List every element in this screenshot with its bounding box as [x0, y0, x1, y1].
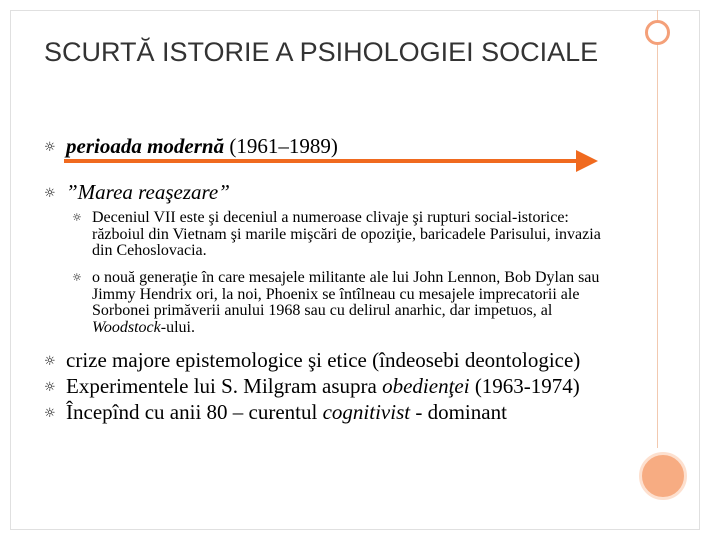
item5-after: - dominant	[410, 400, 507, 424]
item4-before: Experimentele lui S. Milgram asupra	[66, 374, 383, 398]
bullet-item-crises: crize majore epistemologice şi etice (îndeosebi deontologice)	[66, 348, 581, 372]
bullet-item-great-realignment: ”Marea reaşezare”	[66, 180, 230, 204]
sun-bullet-icon: ☼	[44, 354, 56, 369]
sun-bullet-icon: ☼	[44, 380, 56, 395]
sun-bullet-icon: ☼	[72, 211, 82, 224]
sun-bullet-icon: ☼	[44, 140, 56, 155]
sub-item-new-generation	[92, 270, 617, 336]
orange-arrow	[64, 147, 604, 175]
decorative-vertical-line	[657, 10, 658, 448]
sun-bullet-icon: ☼	[44, 406, 56, 421]
item4-after: (1963-1974)	[469, 374, 580, 398]
slide-title: SCURTĂ ISTORIE A PSIHOLOGIEI SOCIALE	[44, 37, 599, 67]
sub-item-social-ruptures: Deceniul VII este şi deceniul a numeroase clivaje şi rupturi social-istorice: războiul din Vietnam şi marile mişcări de opoziţie, baricadele Parisului, invazia din Cehoslovacia.	[92, 209, 601, 259]
bullet-item-milgram	[66, 373, 580, 399]
sub2-after: -ului.	[160, 318, 195, 336]
decorative-circle-bottom	[639, 452, 687, 500]
sun-bullet-icon: ☼	[44, 186, 56, 201]
item5-before: Începînd cu anii 80 – curentul	[66, 400, 323, 424]
item5-italic: cognitivist	[322, 400, 411, 424]
sub2-before: o nouă generaţie în care mesajele militante ale lui John Lennon, Bob Dylan sau Jimmy Hendrix ori, la noi, Phoenix se întîlneau cu mesajele imprecatorii ale Sorbonei primăverii anului 1968 sau cu delirul anarhic, dar impetuos, al	[92, 269, 600, 319]
sub2-italic: Woodstock	[92, 318, 161, 336]
bullet-item-cognitivism	[66, 399, 507, 425]
sun-bullet-icon: ☼	[72, 271, 82, 284]
item1-plain: (1961–1989)	[224, 134, 338, 158]
decorative-circle-top	[645, 20, 670, 45]
item1-italic: perioada modernă	[66, 134, 225, 158]
item4-italic: obedienţei	[382, 374, 470, 398]
